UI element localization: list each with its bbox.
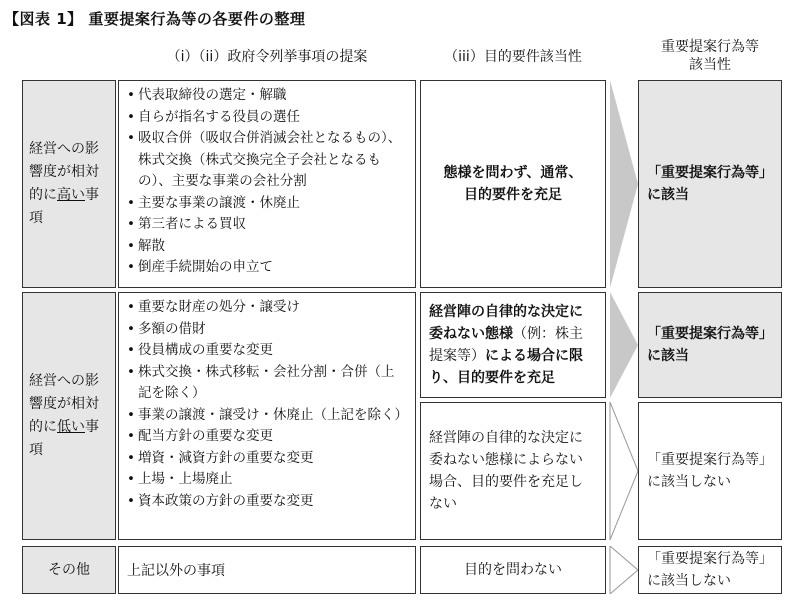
purpose-low-a-l3a: 提案等） (429, 348, 485, 364)
result-low-a (638, 292, 782, 398)
purpose-low-b-l4: ない (429, 496, 457, 512)
result-high-l1: 「重要提案行為等」 (647, 165, 773, 181)
purpose-high (420, 80, 606, 288)
purpose-low-a-l3b: による場合に限 (485, 348, 583, 364)
category-low-impact (22, 292, 116, 540)
list-item: • 主要な事業の譲渡・休廃止 (127, 193, 407, 215)
proposal-other: 上記以外の事項 (118, 546, 416, 594)
list-item: • 役員構成の重要な変更 (127, 340, 407, 362)
cat-low-l3a: 的に (29, 419, 57, 435)
result-low-b-l2: に該当しない (647, 474, 731, 490)
list-item: • 代表取締役の選定・解職 (127, 85, 407, 107)
list-item: • 吸収合併（吸収合併消滅会社となるもの）、株式交換（株式交換完全子会社となるもの）、主要な事業の会社分割 (127, 128, 407, 193)
purpose-low-a (420, 292, 606, 398)
category-other: その他 (22, 546, 116, 594)
arrow-right-icon (608, 80, 640, 288)
purpose-high-l2: 目的要件を充足 (463, 187, 562, 203)
list-item: • 第三者による買収 (127, 214, 407, 236)
cat-low-l2: 響度が相対 (29, 396, 99, 412)
result-other-l2: に該当しない (647, 573, 731, 589)
cat-low-l4: 項 (29, 442, 43, 458)
list-item: • 資本政策の方針の重要な変更 (127, 491, 407, 513)
purpose-low-a-l4: り、目的要件を充足 (429, 370, 555, 386)
cat-high-l1: 経営への影 (29, 141, 99, 157)
purpose-low-b-l1: 経営陣の自律的な決定に (429, 430, 583, 446)
purpose-low-b-l3: 場合、目的要件を充足し (429, 474, 583, 490)
purpose-low-b (420, 402, 606, 540)
purpose-low-a-l2a: 委ねない態様 (429, 326, 513, 342)
list-item: • 配当方針の重要な変更 (127, 426, 407, 448)
list-item: • 株式交換・株式移転・会社分割・合併（上記を除く） (127, 362, 407, 405)
list-item: • 自らが指名する役員の選任 (127, 107, 407, 129)
cat-low-l1: 経営への影 (29, 373, 99, 389)
cat-high-l2: 響度が相対 (29, 164, 99, 180)
purpose-low-a-l1: 経営陣の自律的な決定に (429, 304, 583, 320)
cat-high-l3c: 事 (85, 187, 99, 203)
purpose-other: 目的を問わない (420, 546, 606, 594)
cat-high-l3a: 的に (29, 187, 57, 203)
list-item: • 多額の借財 (127, 319, 407, 341)
purpose-low-a-l2b: （例：株主 (513, 326, 583, 342)
header-result-line2: 該当性 (689, 57, 731, 73)
list-item: • 重要な財産の処分・譲受け (127, 297, 407, 319)
arrow-right-icon (608, 292, 640, 398)
cat-high-underlined: 高い (57, 187, 85, 203)
header-purpose: （iii）目的要件該当性 (444, 49, 582, 65)
result-high (638, 80, 782, 288)
purpose-high-l1: 態様を問わず、通常、 (443, 165, 583, 181)
list-item: • 増資・減資方針の重要な変更 (127, 448, 407, 470)
arrow-right-icon (608, 402, 640, 540)
list-item: • 事業の譲渡・譲受け・休廃止（上記を除く） (127, 405, 407, 427)
result-low-a-l2: に該当 (647, 348, 689, 364)
header-result-line1: 重要提案行為等 (661, 39, 759, 55)
arrow-right-icon (608, 546, 640, 594)
result-low-a-l1: 「重要提案行為等」 (647, 326, 773, 342)
list-item: • 上場・上場廃止 (127, 469, 407, 491)
result-low-b (638, 402, 782, 540)
header-result (638, 38, 782, 74)
cat-high-l4: 項 (29, 210, 43, 226)
header-proposal: （i）（ii）政府令列挙事項の提案 (166, 49, 368, 65)
cat-low-l3c: 事 (85, 419, 99, 435)
figure-title: 【図表 1】 重要提案行為等の各要件の整理 (4, 10, 306, 28)
result-high-l2: に該当 (647, 187, 689, 203)
proposal-list-low (118, 292, 416, 540)
list-item: • 解散 (127, 236, 407, 258)
proposal-list-high (118, 80, 416, 288)
list-item: • 倒産手続開始の申立て (127, 257, 407, 279)
result-low-b-l1: 「重要提案行為等」 (647, 452, 773, 468)
purpose-low-b-l2: 委ねない態様によらない (429, 452, 583, 468)
category-high-impact (22, 80, 116, 288)
result-other-l1: 「重要提案行為等」 (647, 551, 773, 567)
cat-low-underlined: 低い (57, 419, 85, 435)
result-other (638, 546, 782, 594)
